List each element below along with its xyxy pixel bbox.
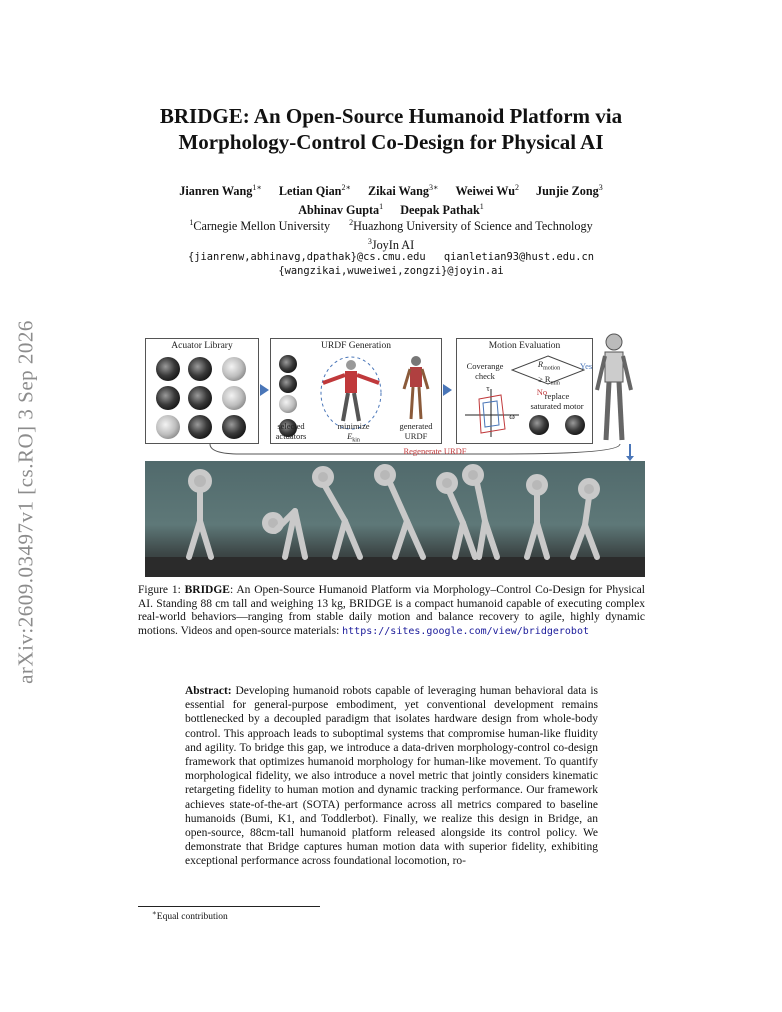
email: {jianrenw,abhinavg,dpathak}@cs.cmu.edu [187,251,426,263]
actuator-icon [156,386,180,410]
email-list [120,250,662,278]
actuator-icon [188,386,212,410]
actuator-icon [529,415,549,435]
author-list [120,180,662,218]
actuator-icon [279,375,297,393]
affiliation: $^1$Carnegie Mellon University [189,218,331,234]
actuator-icon [222,415,246,439]
actuator-icon [222,357,246,381]
footnote-rule [138,906,320,907]
title-line-1: BRIDGE: An Open-Source Humanoid Platform via [159,104,623,128]
generated-urdf-label: generated URDF [399,421,433,441]
flow-arrow-icon [443,384,452,396]
motion-evaluation-panel [456,338,593,444]
affiliation: $^2$Huazhong University of Science and Technology [349,218,593,234]
final-robot-icon [594,332,634,444]
actuator-library-panel [145,338,259,444]
robot-sequence-illustration [145,461,645,577]
abstract [185,684,598,869]
actuator-library-title: Acuator Library [171,341,233,351]
actuator-icon [565,415,585,435]
figure-caption: Figure 1: BRIDGE: An Open-Source Humanoid Platform via Morphology–Control Co-Design for Physical AI. Standing 88 cm tall and weighing 13 kg, BRIDGE is a compact humanoid capable of executing complex real-world behaviors—ranging from stable daily motion and balance recovery to agile, highly dynamic motions. Videos and open-source materials: https://sites.google.com/view/bridgerobot [138,584,645,637]
yes-label: Yes [579,361,593,371]
omega-label: ω [509,411,515,421]
email: {wangzikai,wuweiwei,zongzi}@joyin.ai [278,265,504,277]
actuator-icon [156,357,180,381]
no-label: No [536,387,548,397]
urdf-generation-panel [270,338,442,444]
abstract-text: Developing humanoid robots capable of leveraging human behavioral data is essential for general-purpose embodiment, yet conventional development remains bottlenecked by a decoupled paradigm that isolates hardware design from whole-body control. This approach leads to suboptimal systems that compromise human-like fluidity and agility. To bridge this gap, we introduce a data-driven morphology-control co-design framework that optimizes humanoid morphology for human-like movement. To quantify morphological fidelity, we also introduce a novel metric that jointly considers kinematic retargeting fidelity to human motion and dynamic tracking performance. Our framework achieves state-of-the-art (SOTA) performance across all metrics compared to baseline humanoids (Bumi, K1, and Toddlerbot). Finally, we realize this design in Bridge, an open-source, 88cm-tall humanoid platform released alongside its control policy. We demonstrate that Bridge captures human motion data with superior fidelity, exhibiting exceptional performance across foundational locomotion, ro- [185,685,598,868]
email: qianletian93@hust.edu.cn [443,251,595,263]
author: Jianren Wang$^{1∗}$ [179,183,262,199]
author: Letian Qian$^{2∗}$ [278,183,351,199]
urdf-generation-title: URDF Generation [321,341,391,351]
minimize-ekin-label: minimize $E_{kin}$ [337,421,370,444]
flow-arrow-icon [260,384,269,396]
generated-robot-icon [401,355,431,421]
author: Weiwei Wu$^2$ [455,183,519,199]
actuator-icon [279,355,297,373]
actuator-icon [156,415,180,439]
tau-label: τ [486,383,490,393]
figure-1 [140,322,645,577]
title-line-2: Morphology-Control Co-Design for Physical AI [178,130,604,154]
r-motion-condition: $R_{motion}$ ≥ $R_{min}$ [537,359,561,387]
actuator-icon [222,386,246,410]
affiliations [120,215,662,253]
actuator-icon [188,357,212,381]
author: Zikai Wang$^{3∗}$ [367,183,439,199]
motion-evaluation-title: Motion Evaluation [488,341,561,351]
selected-actuators-label: selected actuators [275,421,307,441]
project-url-link[interactable]: https://sites.google.com/view/bridgerobot [342,625,589,637]
actuator-icon [188,415,212,439]
actuator-icon [279,395,297,413]
arxiv-id-text: arXiv:2609.03497v1 [cs.RO] 3 Sep 2026 [13,320,38,684]
coverage-check-label: Coverange check [466,361,504,381]
replace-motor-label: replace saturated motor [530,391,584,411]
regenerate-urdf-label: Regenerate URDF [403,446,467,456]
affiliation: $^3$JoyIn AI [367,237,415,253]
robot-motion-photo [145,461,645,577]
author: Junjie Zong$^3$ [536,183,603,199]
footnote: ∗Equal contribution [152,909,228,923]
author: Abhinav Gupta$^1$ [298,202,384,218]
author: Deepak Pathak$^1$ [400,202,484,218]
abstract-label: Abstract: [185,685,232,697]
paper-title [100,103,682,155]
